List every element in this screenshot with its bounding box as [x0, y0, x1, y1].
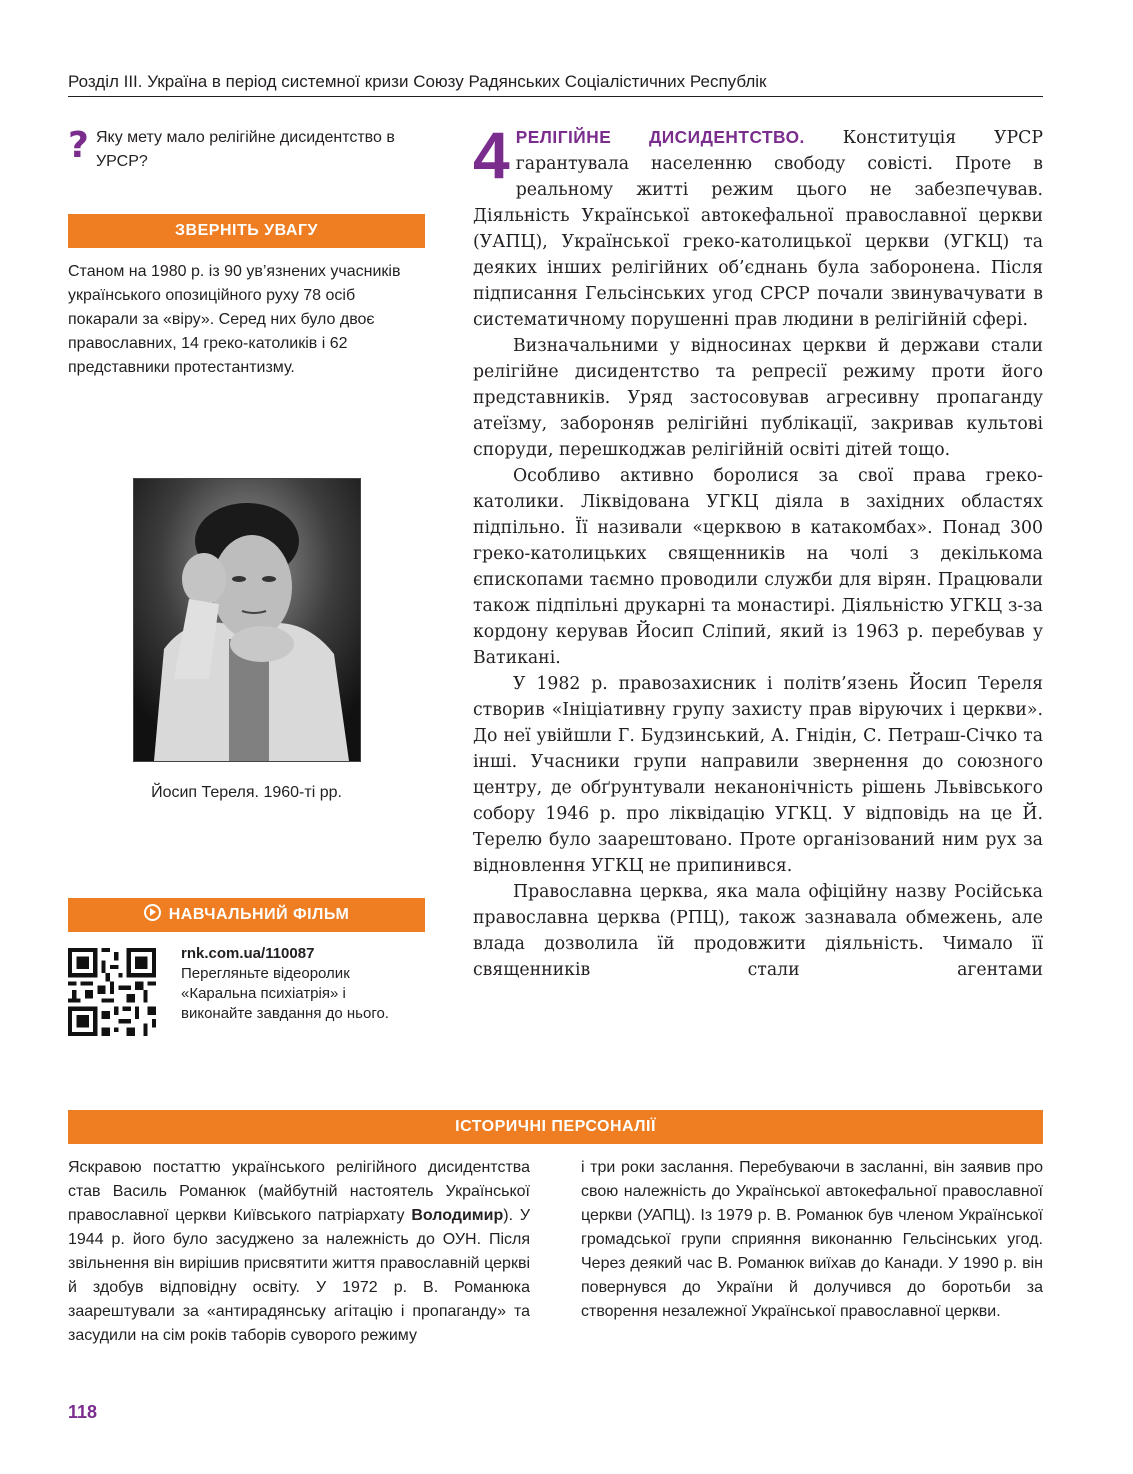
section-title: РЕЛІГІЙНЕ ДИСИДЕНТСТВО.	[515, 127, 805, 147]
film-heading	[68, 898, 425, 932]
page-number: 118	[68, 1402, 98, 1422]
portrait-photo	[133, 478, 361, 762]
persons-title: ІСТОРИЧНІ ПЕРСОНАЛІЇ	[455, 1118, 656, 1135]
film-title: НАВЧАЛЬНИЙ ФІЛЬМ	[168, 906, 350, 923]
film-info	[181, 944, 421, 1024]
attention-text: Станом на 1980 р. із 90 ув’язнених учасників українського опозиційного руху 78 осіб покарали за «віру». Серед них було двоє православних, 14 греко-католиків і 62 представники протестантизму.	[68, 263, 401, 376]
attention-heading	[68, 214, 425, 248]
film-link[interactable]: rnk.com.ua/110087	[181, 945, 315, 962]
persons-left-text-b: ). У 1944 р. його було засуджено за належність до ОУН. Після звільнення він вирішив присвятити життя православній церкві й здобув відповідну освіту. У 1972 р. В. Романюка заарештували за «антирадянську агітацію і пропаганду» та засудили на сім років таборів суворого режиму	[68, 1207, 530, 1344]
photo-caption: Йосип Тереля. 1960-ті рр.	[151, 784, 342, 801]
persons-right-column: і три роки заслання. Перебуваючи в засланні, він заявив про свою належність до Української автокефальної православної церкви (УАПЦ). Із 1979 р. В. Романюк був членом Української громадської групи сприяння виконанню Гельсінських угод. Через деякий час В. Романюк виїхав до Канади. У 1990 р. він повернувся до України й долучився до боротьби за створення незалежної Української православної церкви.	[581, 1159, 1043, 1320]
section-paragraph-2: Визначальними у відносинах церкви й держави стали релігійне дисидентство та репресії режиму проти його представників. Уряд застосовував агресивну пропаганду атеїзму, забороняв релігійні публікації, закривав культові споруди, перешкоджав релігійній освіті дітей тощо.	[473, 336, 1043, 460]
running-header: Розділ III. Україна в період системної кризи Союзу Радянських Соціалістичних Республік	[68, 72, 767, 91]
section-paragraph-1	[473, 118, 1043, 333]
question-mark-icon: ?	[68, 125, 89, 166]
persons-left-column	[68, 1156, 530, 1348]
attention-title: ЗВЕРНІТЬ УВАГУ	[175, 222, 318, 239]
header-divider	[68, 96, 1043, 97]
section-paragraph-3: Особливо активно боролися за свої права греко-католики. Ліквідована УГКЦ діяла в західних областях підпільно. Її називали «церквою в катакомбах». Понад 300 греко-католицьких священників на чолі з декількома єпископами таємно проводили служби для вірян. Працювали також підпільні друкарні та монастирі. Діяльністю УГКЦ з-за кордону керував Йосип Сліпий, який із 1963 р. перебував у Ватикані.	[473, 466, 1043, 668]
question-text: Яку мету мало релігійне дисидентство в УРСР?	[96, 129, 395, 170]
section-paragraph-5: Православна церква, яка мала офіційну назву Російська православна церква (РПЦ), також зазнавала обмежень, але влада дозволила їй продовжити діяльність. Чимало її священників стали агентами	[473, 882, 1043, 980]
persons-left-text-a: Яскравою постаттю українського релігійного дисидентства став Василь Романюк (майбутній настоятель Української православної церкви Київського патріархату	[68, 1159, 530, 1224]
section-number: 4	[473, 118, 510, 192]
portrait-illustration	[134, 479, 360, 761]
persons-heading	[68, 1110, 1043, 1144]
section-paragraph-4: У 1982 р. правозахисник і політв’язень Йосип Тереля створив «Ініціативну групу захисту прав віруючих і церкви». До неї увійшли Г. Будзинський, А. Гнідін, С. Петраш-Січко та інші. Учасники групи направили звернення до союзного центру, де обґрунтували неканонічність рішень Львівського собору 1946 р. про ліквідацію УГКЦ. У відповідь на це Й. Терелю було заарештовано. Проте організований ним рух за відновлення УГКЦ не припинився.	[473, 674, 1043, 876]
main-text-column	[473, 118, 1043, 983]
section-p1-text: Конституція УРСР гарантувала населенню свободу совісті. Проте в реальному житті режим цього не забезпечував. Діяльність Української автокефальної православної церкви (УАПЦ), Української греко-католицької церкви (УГКЦ) та деяких інших релігійних об’єднань була заборонена. Після підписання Гельсінських угод СРСР почали звинувачувати в систематичному порушенні прав людини в релігійній сфері.	[473, 128, 1043, 330]
persons-left-bold: Володимир	[411, 1207, 504, 1224]
film-description: Перегляньте відеоролик «Каральна психіатрія» і виконайте завдання до нього.	[181, 965, 389, 1022]
play-circle-icon	[144, 904, 161, 921]
qr-code-icon[interactable]	[68, 948, 156, 1036]
